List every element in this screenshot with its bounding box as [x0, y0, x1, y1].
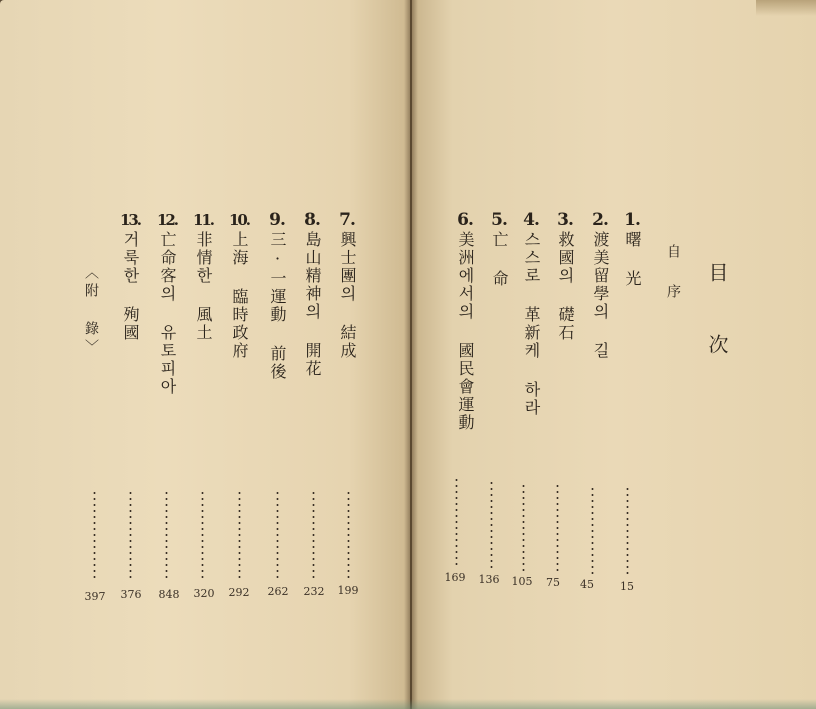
page-number: 136 [478, 573, 500, 586]
toc-entry[interactable] [264, 212, 290, 381]
page-number: 75 [546, 576, 560, 589]
entry-title: 스스로 革新케 하라 [522, 231, 541, 417]
dot-leader [93, 490, 96, 582]
toc-entry[interactable] [117, 212, 143, 342]
entry-title: 美洲에서의 國民會運動 [456, 231, 475, 432]
entry-number: 7. [339, 210, 355, 230]
entry-number: 4. [523, 210, 539, 230]
entry-number: 12. [156, 211, 178, 229]
entry-number: 8. [304, 210, 320, 230]
dot-leader [129, 490, 132, 582]
dot-leader [626, 486, 629, 578]
dot-leader [591, 486, 594, 578]
entry-title: 三·一運動 前後 [268, 231, 287, 381]
dot-leader [165, 490, 168, 582]
entry-title: 渡美留學의 길 [591, 231, 610, 360]
entry-number: 6. [457, 210, 473, 230]
toc-heading: 目次 [705, 262, 729, 406]
page-number: 262 [267, 585, 289, 598]
entry-title: 非情한 風土 [194, 231, 213, 342]
page-number: 15 [620, 580, 634, 593]
entry-number: 2. [592, 210, 608, 230]
toc-entry[interactable] [552, 212, 578, 342]
toc-entry[interactable] [587, 212, 613, 360]
entry-number: 9. [269, 210, 285, 230]
page-number: 199 [337, 584, 359, 597]
dot-leader [490, 480, 493, 572]
dot-leader [556, 483, 559, 575]
entry-title: 거룩한 殉國 [121, 231, 140, 342]
book-gutter [404, 0, 418, 709]
toc-entry[interactable] [334, 212, 360, 360]
toc-entry[interactable] [190, 212, 216, 342]
page-edge [756, 0, 816, 16]
toc-preface: 自序 [665, 244, 681, 324]
page-number: 320 [193, 587, 215, 600]
page-number: 376 [120, 588, 142, 601]
cover-edge [0, 699, 816, 709]
toc-entry[interactable] [452, 212, 478, 432]
toc-entry[interactable] [619, 212, 645, 288]
entry-title: 曙 光 [623, 231, 642, 288]
entry-number: 3. [557, 210, 573, 230]
page-number: 169 [444, 571, 466, 584]
entry-title: 亡命客의 유토피아 [158, 231, 177, 396]
page-number: 848 [158, 588, 180, 601]
dot-leader [455, 477, 458, 569]
entry-number: 13. [119, 211, 141, 229]
toc-entry[interactable] [518, 212, 544, 417]
dot-leader [238, 490, 241, 582]
dot-leader [201, 490, 204, 582]
dot-leader [312, 490, 315, 582]
entry-title: 島山精神의 開花 [303, 231, 322, 378]
page-number: 292 [228, 586, 250, 599]
entry-number: 11. [192, 211, 214, 229]
entry-number: 1. [624, 210, 640, 230]
toc-entry[interactable] [154, 212, 180, 396]
page-number: 45 [580, 578, 594, 591]
entry-title: 亡 命 [490, 231, 509, 288]
dot-leader [347, 490, 350, 582]
entry-title: 救國의 礎石 [556, 231, 575, 342]
entry-title: 興士團의 結成 [338, 231, 357, 360]
entry-title: 上海 臨時政府 [230, 231, 249, 360]
toc-entry[interactable] [226, 212, 252, 360]
dot-leader [522, 483, 525, 575]
toc-appendix[interactable]: 〈附 錄〉 [83, 265, 99, 357]
toc-entry[interactable] [486, 212, 512, 288]
page-number: 105 [511, 575, 533, 588]
dot-leader [276, 490, 279, 582]
page-number: 232 [303, 585, 325, 598]
toc-entry[interactable] [299, 212, 325, 378]
entry-number: 10. [228, 211, 250, 229]
entry-number: 5. [491, 210, 507, 230]
page-number: 397 [84, 590, 106, 603]
